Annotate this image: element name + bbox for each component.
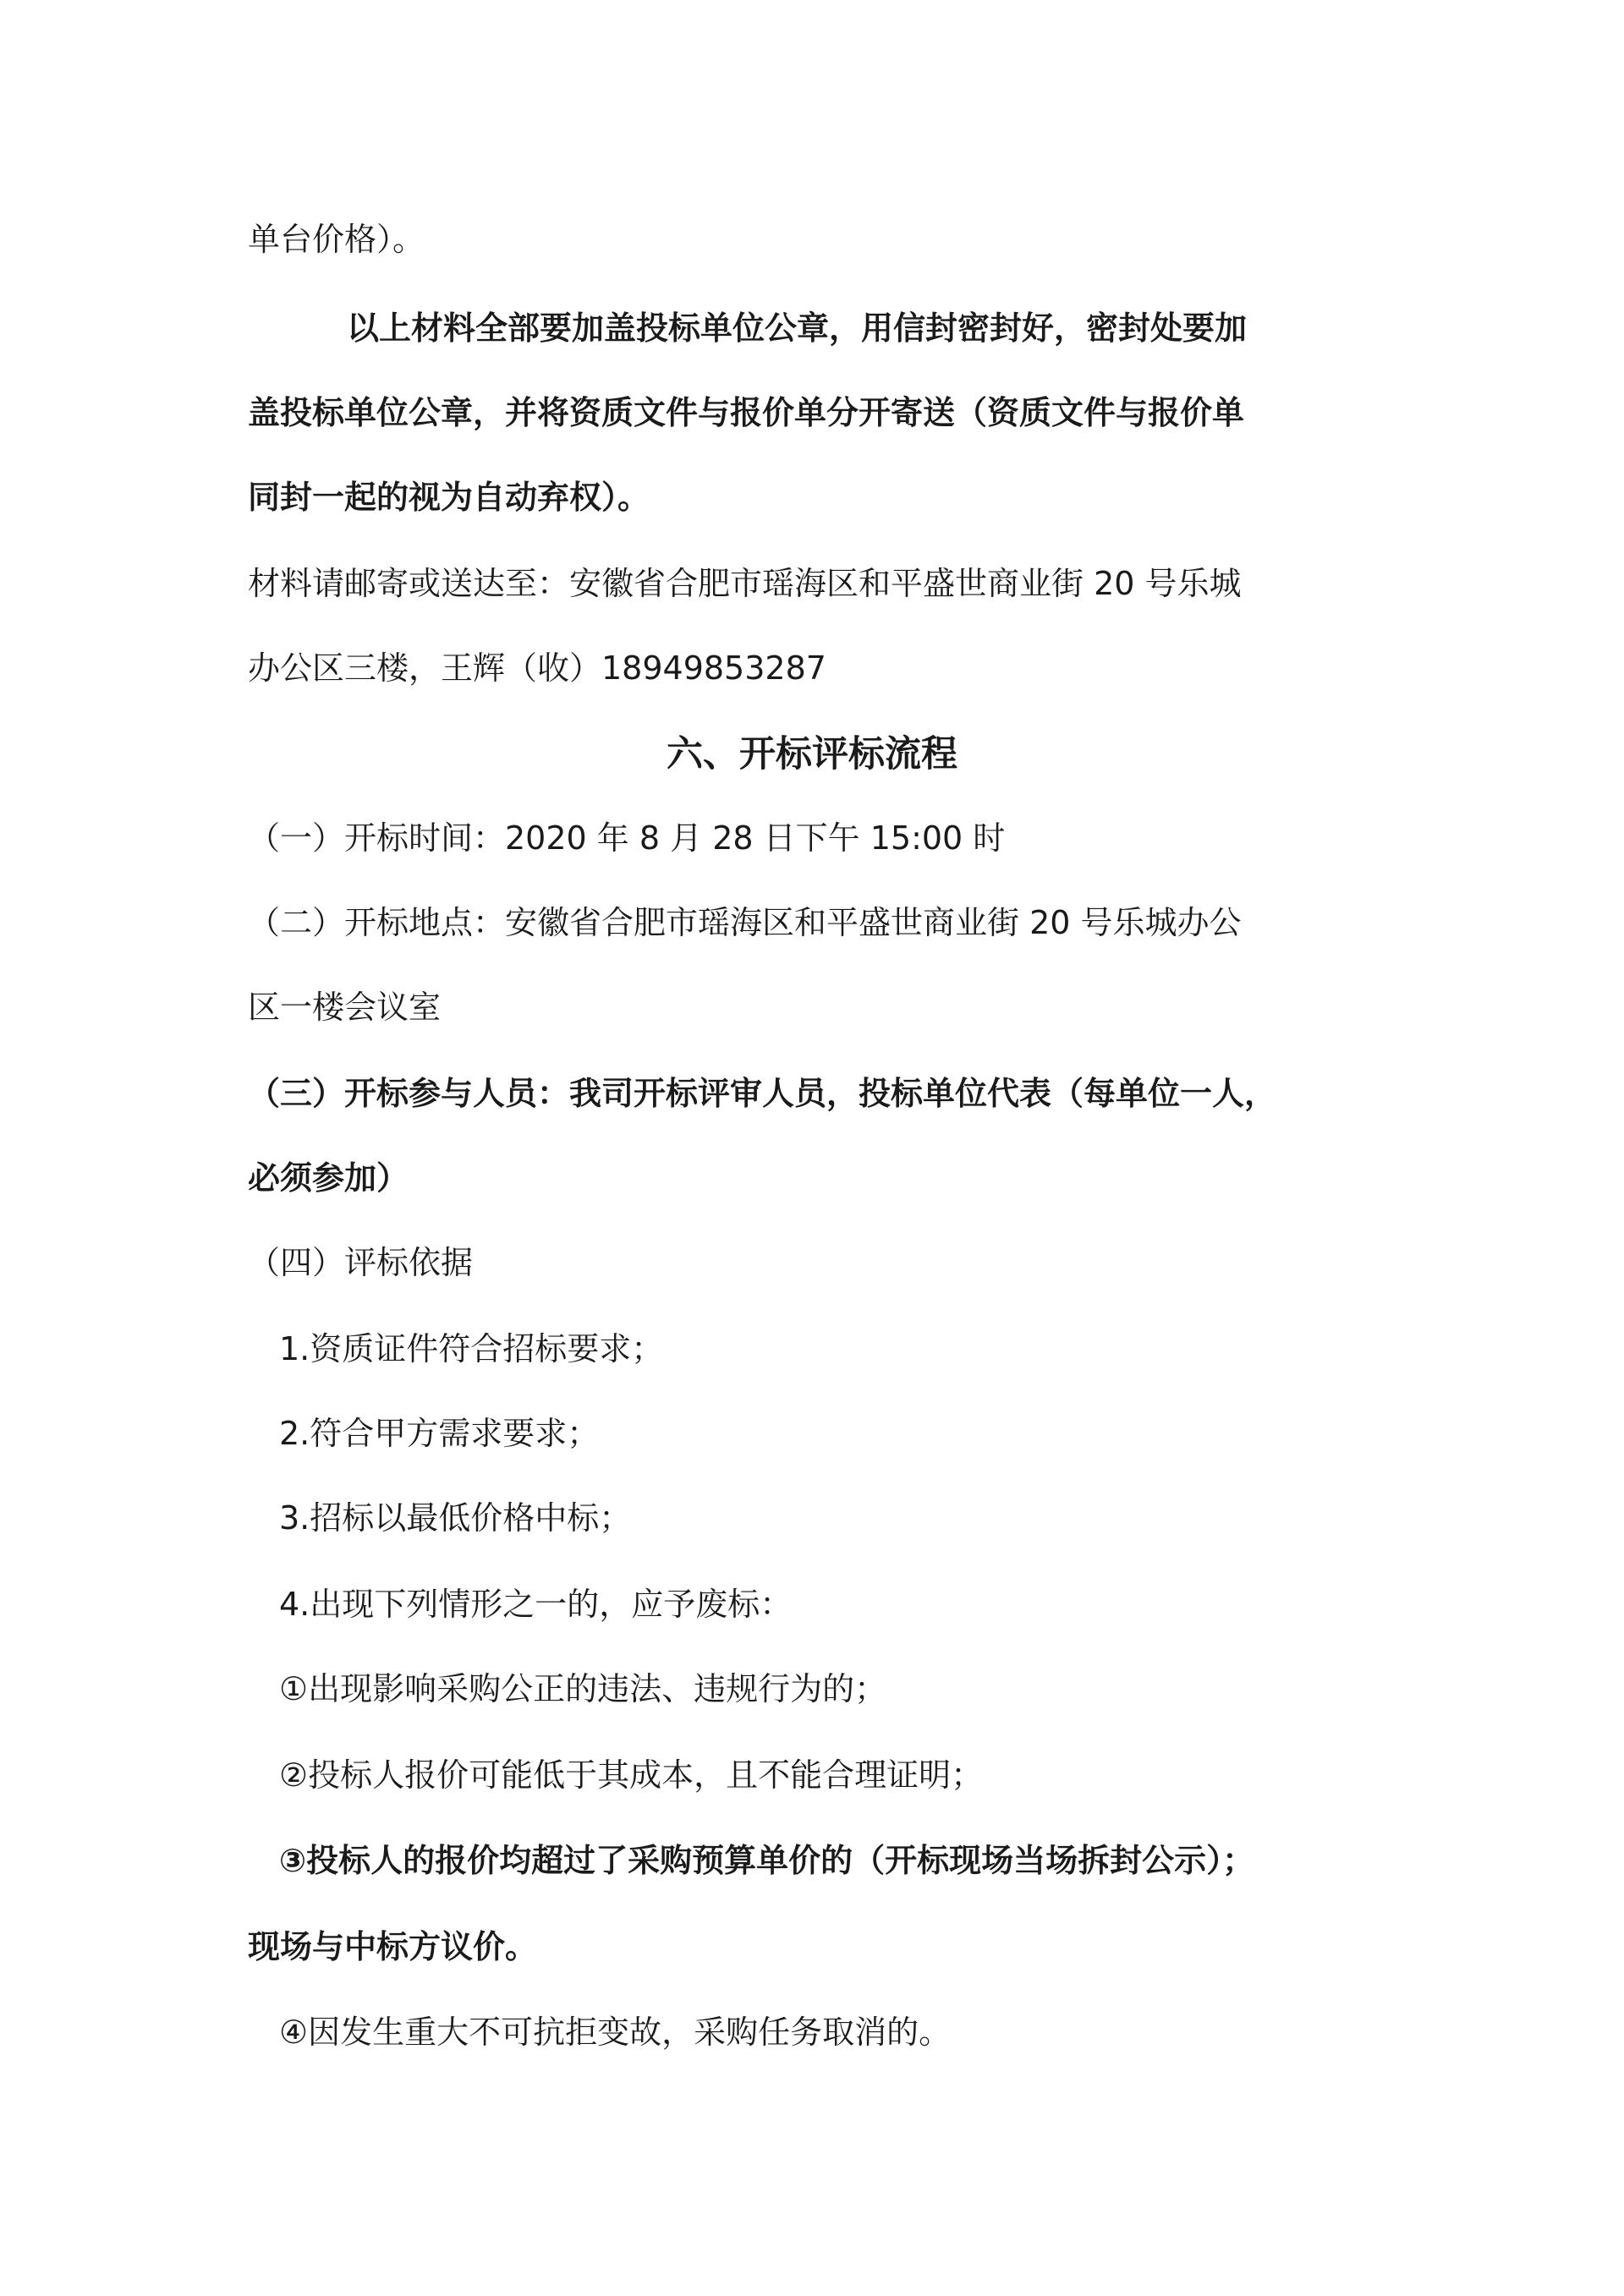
text-line-unit-price: 单台价格）。 [248,221,425,258]
section-heading: 六、开标评标流程 [667,733,957,775]
text-line-bid-opening-location-1: （二）开标地点：安徽省合肥市瑶海区和平盛世商业街 20 号乐城办公 [248,904,1242,941]
text-line-seal-instruction-3: 同封一起的视为自动弃权）。 [248,479,650,516]
text-line-participants-1: （三）开标参与人员：我司开标评审人员，投标单位代表（每单位一人， [248,1075,1277,1112]
list-item-criteria-2: 2.符合甲方需求要求； [279,1415,600,1452]
list-item-criteria-3: 3.招标以最低价格中标； [279,1499,632,1537]
text-line-evaluation-basis: （四）评标依据 [248,1244,474,1281]
list-item-invalid-4: ④因发生重大不可抗拒变故，采购任务取消的。 [279,2014,952,2051]
text-line-bid-opening-location-2: 区一楼会议室 [248,989,442,1026]
text-line-mailing-address-2: 办公区三楼，王辉（收）18949853287 [248,649,826,687]
list-item-invalid-3-continued: 现场与中标方议价。 [248,1928,538,1965]
text-line-participants-2: 必须参加） [248,1159,409,1197]
text-line-mailing-address-1: 材料请邮寄或送达至：安徽省合肥市瑶海区和平盛世商业街 20 号乐城 [248,565,1242,602]
text-line-seal-instruction-2: 盖投标单位公章，并将资质文件与报价单分开寄送（资质文件与报价单 [248,394,1245,431]
text-line-seal-instruction-1: 以上材料全部要加盖投标单位公章，用信封密封好，密封处要加 [347,310,1248,347]
list-item-invalid-2: ②投标人报价可能低于其成本，且不能合理证明； [279,1756,984,1794]
list-item-invalid-3: ③投标人的报价均超过了采购预算单价的（开标现场当场拆封公示）； [279,1842,1255,1879]
list-item-criteria-1: 1.资质证件符合招标要求； [279,1330,664,1367]
list-item-invalid-1: ①出现影响采购公正的违法、违规行为的； [279,1670,887,1707]
list-item-criteria-4: 4.出现下列情形之一的，应予废标： [279,1586,793,1623]
text-line-bid-opening-time: （一）开标时间：2020 年 8 月 28 日下午 15:00 时 [248,819,1006,857]
